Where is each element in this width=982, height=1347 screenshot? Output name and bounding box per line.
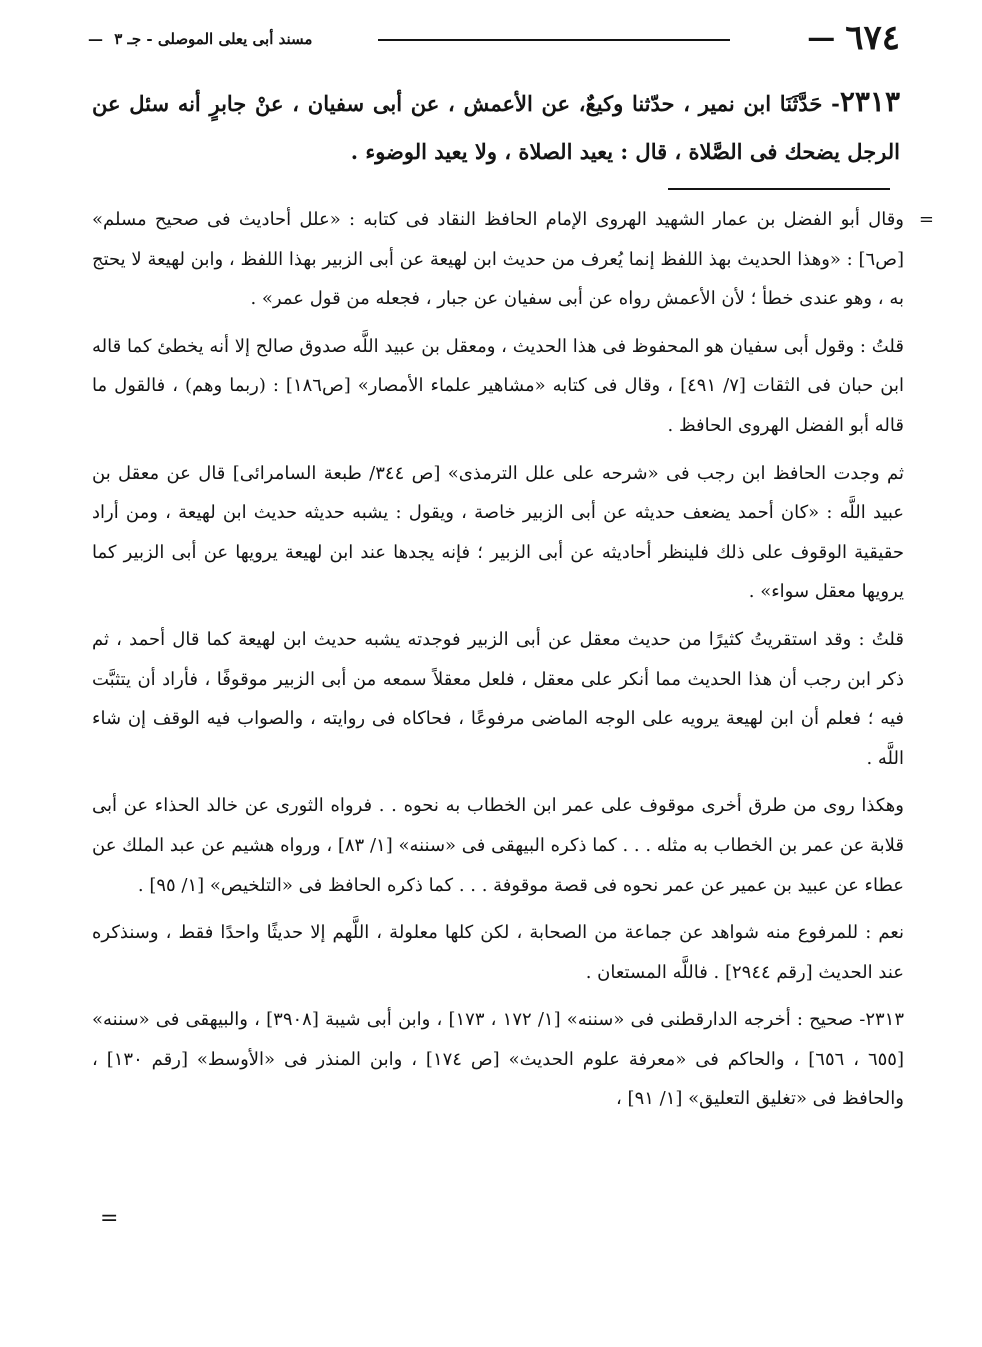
footnote-paragraph — [92, 786, 904, 905]
running-header — [88, 18, 900, 58]
continuation-mark: = — [918, 209, 934, 230]
page-number: ٦٧٤ — [845, 18, 900, 58]
footnote-paragraph — [92, 327, 904, 446]
footnote-text: ثم وجدت الحافظ ابن رجب فى «شرحه على علل الترمذى» [ص ٣٤٤/ طبعة السامرائى] قال عن معقل بن عبيد اللَّه : «كان أحمد يضعف حديثه عن أبى الزبير خاصة ، ويقول : يشبه حديثه حديث ابن لهيعة ، ومن أراد حقيقية الوقوف على ذلك فلينظر أحاديثه عن أبى الزبير ؛ فإنه يجدها عند ابن لهيعة يرويها عن أبى الزبير كما يرويها معقل سواء» . — [92, 462, 904, 603]
footnote-paragraph — [92, 454, 904, 612]
trailing-continuation-mark: = — [100, 1206, 119, 1231]
footnote-text: وقال أبو الفضل بن عمار الشهيد الهروى الإمام الحافظ النقاد فى كتابه : «علل أحاديث فى صحيح مسلم» [ص٦] : «وهذا الحديث بهذ اللفظ إنما يُعرف من حديث ابن لهيعة عن أبى الزبير بهذا اللفظ ، وابن لهيعة لا يحتج به ، وهو عندى خطأ ؛ لأن الأعمش رواه عن أبى سفيان عن جبار ، فجعله من قول عمر» . — [92, 209, 904, 310]
running-title — [88, 26, 312, 52]
running-title-text: مسند أبى يعلى الموصلى - جـ ٣ — [114, 30, 313, 48]
hadith-body: - حَدَّثَنَا ابن نمير ، حدّثنا وكيعٌ، عن الأعمش ، عن أبى سفيان ، عنْ جابرٍ أنه سئل عن الرجل يضحك فى الصَّلاة ، قال : يعيد الصلاة ، ولا يعيد الوضوء . — [92, 91, 900, 164]
footnote-text: نعم : للمرفوع منه شواهد عن جماعة من الصحابة ، لكن كلها معلولة ، اللَّهم إلا حديثًا واحدًا فقط ، وسنذكره عند الحديث [رقم ٢٩٤٤] . فاللَّه المستعان . — [92, 922, 904, 983]
running-title-dash: — — [88, 30, 103, 48]
footnote-text: وهكذا روى من طرق أخرى موقوف على عمر ابن الخطاب به نحوه . . فرواه الثورى عن خالد الحذاء عن أبى قلابة عن عمر بن الخطاب به مثله . . . كما ذكره البيهقى فى «سننه» [١/ ٨٣] ، ورواه هشيم عن عبد الملك عن عطاء عن عبيد بن عمير عن عمر نحوه فى قصة موقوفة . . . كما ذكره الحافظ فى «التلخيص» [١/ ٩٥] . — [92, 795, 904, 896]
footnote-text: قلتُ : وقول أبى سفيان هو المحفوظ فى هذا الحديث ، ومعقل بن عبيد اللَّه صدوق صالح إلا أنه يخطئ كما قاله ابن حبان فى الثقات [٧/ ٤٩١] ، وقال فى كتابه «مشاهير علماء الأمصار» [ص١٨٦] : (ربما وهم) ، فالقول ما قاله أبو الفضل الهروى الحافظ . — [92, 335, 904, 436]
header-rule — [378, 39, 730, 41]
footnotes — [92, 200, 934, 1127]
footnote-paragraph — [92, 913, 904, 992]
footnote-paragraph — [92, 620, 904, 778]
takhrij-paragraph — [92, 1000, 904, 1119]
footnote-text: قلتُ : وقد استقريتُ كثيرًا من حديث معقل عن أبى الزبير فوجدته يشبه حديث ابن لهيعة كما قال أحمد ، ثم ذكر ابن رجب أن هذا الحديث مما أنكر على معقل ، فلعل معقلاً سمعه من أبى الزبير موقوفًا ، فأراد أن يتثبَّت فيه ؛ فعلم أن ابن لهيعة يرويه على الوجه الماضى مرفوعًا ، فحاكاه فى روايته ، والصواب فيه الوقف إن شاء اللَّه . — [92, 628, 904, 769]
hadith-text-block — [92, 78, 900, 176]
takhrij-text: ٢٣١٣- صحيح : أخرجه الدارقطنى فى «سننه» [١/ ١٧٢ ، ١٧٣] ، وابن أبى شيبة [٣٩٠٨] ، والبيهقى فى «سننه» [٦٥٥ ، ٦٥٦] ، والحاكم فى «معرفة علوم الحديث» [ص ١٧٤] ، وابن المنذر فى «الأوسط» [رقم ١٣٠] ، والحافظ فى «تغليق التعليق» [١/ ٩١] ، — [92, 1009, 904, 1110]
footnote-separator — [668, 188, 890, 190]
page-number-group — [807, 18, 900, 58]
hadith-number: ٢٣١٣ — [839, 85, 900, 118]
footnote-paragraph — [92, 200, 934, 319]
header-dash: — — [807, 21, 836, 54]
